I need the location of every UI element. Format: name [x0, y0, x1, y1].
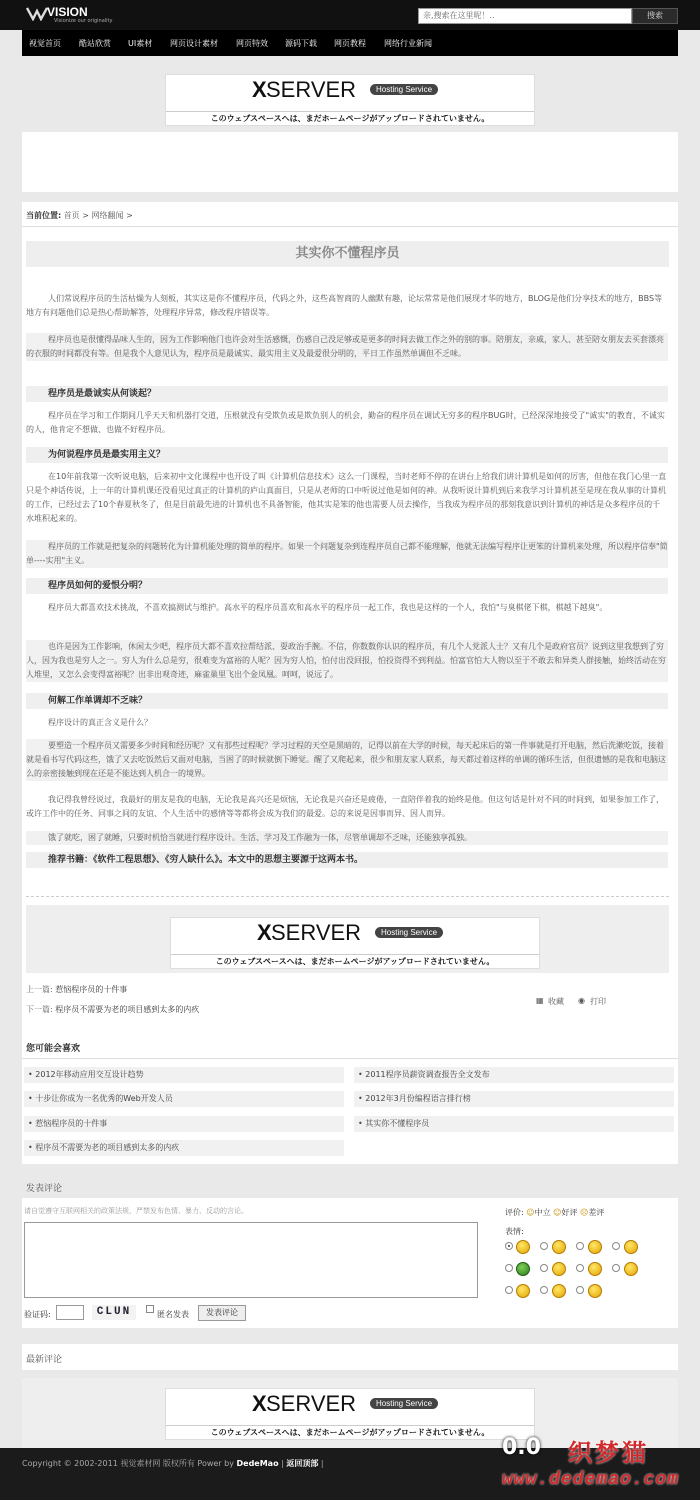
think-emoticon-icon[interactable] — [516, 1284, 530, 1298]
article-paragraph: 在10年前我第一次听说电脑，后来初中文化课程中也开设了叫《计算机信息技术》这么一门课程，当时老师不停的在讲台上给我们讲计算机是如何的厉害，但他在我门心里一直只是个神话传说，上一年的计算机课还没看见过真正的计算机的庐山真面目，只是从老师的口中听说过他是如何的神。从我听说计算机到后来我学习计算机甚至是现在我从事的计算机的工作，已经过去了10个春夏秋冬了，但是目前最先进的计算机也不具备智能，他其实是笨的他也需要人员去操作，当我成为程序员的那刻我意识到计算机的神话是众多程序员的千水堆积起来的。 — [26, 472, 667, 523]
prev-label: 上一篇: — [26, 985, 53, 994]
ad-banner-top[interactable] — [165, 74, 535, 126]
related-title: 您可能会喜欢 — [26, 1044, 81, 1054]
footer-sep: | — [320, 1459, 324, 1468]
footer-sep: | — [281, 1459, 284, 1468]
ad-server-text: SERVER — [271, 920, 362, 945]
ad-x-letter: X — [257, 920, 271, 945]
grin-emoticon-icon[interactable] — [552, 1240, 566, 1254]
ad-banner-middle[interactable] — [170, 917, 540, 969]
nav-item-source[interactable]: 源码下载 — [285, 39, 317, 48]
article-paragraph: 饿了就吃，困了就睡，只要时机恰当就进行程序设计。生活、学习及工作融为一体，尽管单调却不乏味，还能独享孤独。 — [26, 831, 668, 845]
prev-article-link[interactable]: 惹恼程序员的十件事 — [55, 985, 128, 994]
latest-comments-title: 最新评论 — [26, 1355, 63, 1365]
angry-emoticon-icon[interactable] — [552, 1262, 566, 1276]
nav-item-home[interactable]: 视觉首页 — [29, 39, 61, 48]
shy-emoticon-icon[interactable] — [624, 1262, 638, 1276]
main-nav — [22, 30, 678, 56]
nav-item-tutorials[interactable]: 网页教程 — [334, 39, 366, 48]
article-paragraph: 要塑造一个程序员又需要多少时间和经历呢？又有那些过程呢？学习过程的天空是黑暗的，记得以前在大学的时候，每天起床后的第一件事就是打开电脑，然后洗漱吃饭，接着就是看书写代码这些，饿了又去吃饭然后又面对电脑，当困了的时候就倒下睡觉。醒了又爬起来，很少和朋友家人联系，每天都过着这样的单调的循环生活，但很遗憾的是我和电脑这么的亲密接触到现在还是不能达到人机合一的境界。 — [26, 739, 668, 781]
cry-emoticon-icon[interactable] — [588, 1240, 602, 1254]
next-label: 下一篇: — [26, 1005, 53, 1014]
emoticon-radio[interactable] — [540, 1286, 548, 1294]
related-item[interactable]: • 2011程序员薪资调查报告全文发布 — [354, 1067, 674, 1083]
breadcrumb-tail: > — [126, 211, 133, 220]
emoticon-radio[interactable] — [612, 1264, 620, 1272]
ad-message: このウェブスペースへは、まだホームページがアップロードされていません。 — [171, 954, 539, 968]
print-icon[interactable]: ◉ — [578, 996, 585, 1005]
next-article-link[interactable]: 程序员不需要为老的项目感到太多的内疚 — [55, 1005, 200, 1014]
ad-badge: Hosting Service — [370, 84, 438, 95]
search-input[interactable]: 亲,搜索在这里呢！.. — [418, 8, 632, 24]
related-divider — [22, 1058, 678, 1059]
surprise-emoticon-icon[interactable] — [552, 1284, 566, 1298]
nav-item-effects[interactable]: 网页特效 — [236, 39, 268, 48]
related-item[interactable]: • 2012年移动应用交互设计趋势 — [24, 1067, 344, 1083]
related-item[interactable]: • 2012年3月份编程语言排行榜 — [354, 1091, 674, 1107]
article-paragraph: 程序员在学习和工作期间几乎天天和机器打交道，压根就没有受欺负或是欺负别人的机会，勤奋的程序员在调试无穷多的程序BUG时，已经深深地接受了"诚实"的教育，不诚实的人，他肯定不想做、也做不好程序员。 — [26, 411, 665, 434]
logo-tagline: Visionize our originality — [54, 18, 113, 24]
question-emoticon-icon[interactable] — [588, 1284, 602, 1298]
nav-item-web-design[interactable]: 网页设计素材 — [170, 39, 218, 48]
article-paragraph: 人们常说程序员的生活枯燥为人刻板，其实这是你不懂程序员，代码之外，这些高智商的人幽默有趣，论坛常常是他们展现才华的地方，BLOG是他们分享技术的地方，BBS等地方有问题他们总是热心帮助解答，处理程序异常，修改程序错误等。 — [26, 294, 663, 317]
footer-copyright — [22, 1458, 324, 1469]
nav-item-cool-sites[interactable]: 酷站欣赏 — [79, 39, 111, 48]
nav-item-ui[interactable]: UI素材 — [128, 39, 153, 48]
laugh-emoticon-icon[interactable] — [624, 1240, 638, 1254]
ad-server-text: SERVER — [266, 77, 357, 102]
turtle-emoticon-icon[interactable] — [516, 1262, 530, 1276]
article-paragraph: 程序员的工作就是把复杂的问题转化为计算机能处理的简单的程序。如果一个问题复杂到连程序员自己都不能理解，他就无法编写程序让更笨的计算机来处理，所以程序信奉"简单----实用"主义。 — [26, 540, 668, 568]
article-paragraph: 程序员也是很懂得品味人生的，因为工作影响他门也许会对生活感慨，伤感自己没足够或是更多的时间去做工作之外的别的事。陪朋友，亲戚，家人、甚至陪女朋友去买套漂亮的衣服的时间都没有等。但是我个人意见认为，程序员是最诚实、最实用主义及最爱很分明的，平日工作虽然单调但不乏味。 — [26, 333, 668, 361]
breadcrumb-home[interactable]: 首页 — [63, 211, 80, 220]
back-to-top-link[interactable]: 返回顶部 — [286, 1459, 319, 1468]
ad-server-text: SERVER — [266, 1391, 357, 1416]
ad-x-letter: X — [252, 1391, 266, 1416]
captcha-label: 验证码: — [24, 1310, 51, 1319]
favorite-link[interactable]: 收藏 — [548, 997, 564, 1006]
related-item[interactable]: • 十步让你成为一名优秀的Web开发人员 — [24, 1091, 344, 1107]
latest-comments-panel — [22, 1344, 678, 1370]
watermark-brand: 织梦猫 — [568, 1439, 649, 1467]
breadcrumb-section[interactable]: 网络翻闻 — [91, 211, 124, 220]
favorite-icon[interactable]: ▦ — [536, 996, 544, 1005]
ad-message: このウェブスペースへは、まだホームページがアップロードされていません。 — [166, 1425, 534, 1439]
emoticon-radio[interactable] — [540, 1264, 548, 1272]
article-divider — [26, 896, 669, 897]
rating-bad-icon[interactable]: ☹ — [580, 1208, 589, 1217]
article-paragraph: 也许是因为工作影响，休闲太少吧，程序员大都不喜欢拉帮结派、耍政治手腕。不信，你数数你认识的程序员，有几个人党派人士？又有几个是政府官员？说到这里我想到了穷人，因为我也是穷人之一。穷人为什么总是穷，很难变为富裕的人呢？因为穷人怕，怕付出没回报，怕投资得不到利益。怕富官怕大人物以至于不敢去和异类人群接触，始终活动在穷人堆里，又怎么会变得富裕呢？出非出观奇迹，麻雀巢里飞出个金凤凰。呵呵，说远了。 — [26, 640, 668, 682]
article-heading: 为何说程序员是最实用主义？ — [26, 447, 668, 463]
comment-tip: 请自觉遵守互联网相关的政策法规，严禁发布色情、暴力、反动的言论。 — [24, 1207, 248, 1215]
emoticon-radio[interactable] — [540, 1242, 548, 1250]
nav-item-news[interactable]: 网络行业新闻 — [384, 39, 432, 48]
print-link[interactable]: 打印 — [590, 997, 606, 1006]
article-paragraph: 我记得我曾经说过，我最好的朋友是我的电脑，无论我是高兴还是烦恼，无论我是兴奋还是疲倦，一直陪伴着我的始终是他。但这句话是针对不同的时间到，如果参加工作了，或许工作中的任务、同事之间的友谊、个人生活中的感情等等都将会成为我们的最爱。总的来说是因事而异、因人而异。 — [26, 795, 664, 818]
rating-neutral[interactable]: 中立 — [534, 1208, 551, 1217]
watermark-mascot: 0.0 — [502, 1435, 541, 1460]
next-article — [26, 1004, 199, 1015]
top-bar — [0, 0, 700, 30]
emoticon-radio[interactable] — [576, 1264, 584, 1272]
captcha-input[interactable] — [56, 1305, 84, 1320]
watermark-url: www.dedemao.com — [502, 1470, 680, 1490]
related-item[interactable]: • 程序员不需要为老的项目感到太多的内疚 — [24, 1140, 344, 1156]
rating-good[interactable]: 好评 — [561, 1208, 578, 1217]
emoticon-radio[interactable] — [505, 1286, 513, 1294]
related-item[interactable]: • 其实你不懂程序员 — [354, 1116, 674, 1132]
search-button[interactable]: 搜索 — [632, 8, 678, 24]
comment-textarea[interactable] — [24, 1222, 478, 1298]
ad-message: このウェブスペースへは、まだホームページがアップロードされていません。 — [166, 111, 534, 125]
logo-text[interactable]: VISION — [47, 5, 88, 19]
captcha-image[interactable]: CLUN — [92, 1305, 136, 1320]
wink-emoticon-icon[interactable] — [588, 1262, 602, 1276]
article-title: 其实你不懂程序员 — [26, 241, 669, 267]
powered-by-link[interactable]: DedeMao — [236, 1459, 279, 1468]
breadcrumb-label: 当前位置: — [26, 211, 62, 220]
copyright-text: Copyright © 2002-2011 视觉素材网 版权所有 Power by — [22, 1459, 234, 1468]
anonymous-checkbox[interactable] — [146, 1305, 154, 1313]
article-heading: 程序员如何的爱恨分明？ — [26, 578, 668, 594]
ad-x-letter: X — [252, 77, 266, 102]
ad-placeholder-box — [22, 132, 678, 192]
emoticon-radio[interactable] — [576, 1242, 584, 1250]
breadcrumb — [26, 210, 133, 221]
breadcrumb-sep: > — [82, 211, 89, 220]
emoticon-radio[interactable] — [505, 1242, 513, 1250]
rating-neutral-icon[interactable]: ☺ — [526, 1208, 535, 1217]
submit-comment-button[interactable]: 发表评论 — [198, 1305, 246, 1321]
article-paragraph: 程序员大都喜欢技术挑战，不喜欢搞测试与维护。高水平的程序员喜欢和高水平的程序员一起工作，我也是这样的一个人，我怕"与臭棋佬下棋，棋越下越臭"。 — [48, 603, 608, 612]
comment-title: 发表评论 — [26, 1184, 63, 1194]
smile-emoticon-icon[interactable] — [516, 1240, 530, 1254]
emoticon-radio[interactable] — [612, 1242, 620, 1250]
ad-banner-bottom[interactable] — [165, 1388, 535, 1440]
rating-good-icon[interactable]: ☺ — [553, 1208, 562, 1217]
prev-article — [26, 984, 127, 995]
emoticon-radio[interactable] — [505, 1264, 513, 1272]
breadcrumb-divider — [22, 226, 678, 227]
article-paragraph: 程序设计的真正含义是什么？ — [48, 718, 152, 727]
article-heading: 推荐书籍：《软件工程思想》、《穷人缺什么》。本文中的思想主要源于这两本书。 — [26, 852, 668, 868]
ad-badge: Hosting Service — [375, 927, 443, 938]
ad-badge: Hosting Service — [370, 1398, 438, 1409]
anonymous-label: 匿名发表 — [157, 1310, 189, 1319]
article-heading: 何解工作单调却不乏味？ — [26, 693, 668, 709]
related-item[interactable]: • 惹恼程序员的十件事 — [24, 1116, 344, 1132]
rating-bad[interactable]: 差评 — [588, 1208, 605, 1217]
emoticon-radio[interactable] — [576, 1286, 584, 1294]
emoticon-label: 表情: — [505, 1227, 524, 1236]
vision-logo-icon[interactable] — [26, 5, 48, 21]
rating-row — [505, 1207, 604, 1218]
article-heading: 程序员是最诚实从何谈起？ — [26, 386, 668, 402]
rating-label: 评价: — [505, 1208, 524, 1217]
